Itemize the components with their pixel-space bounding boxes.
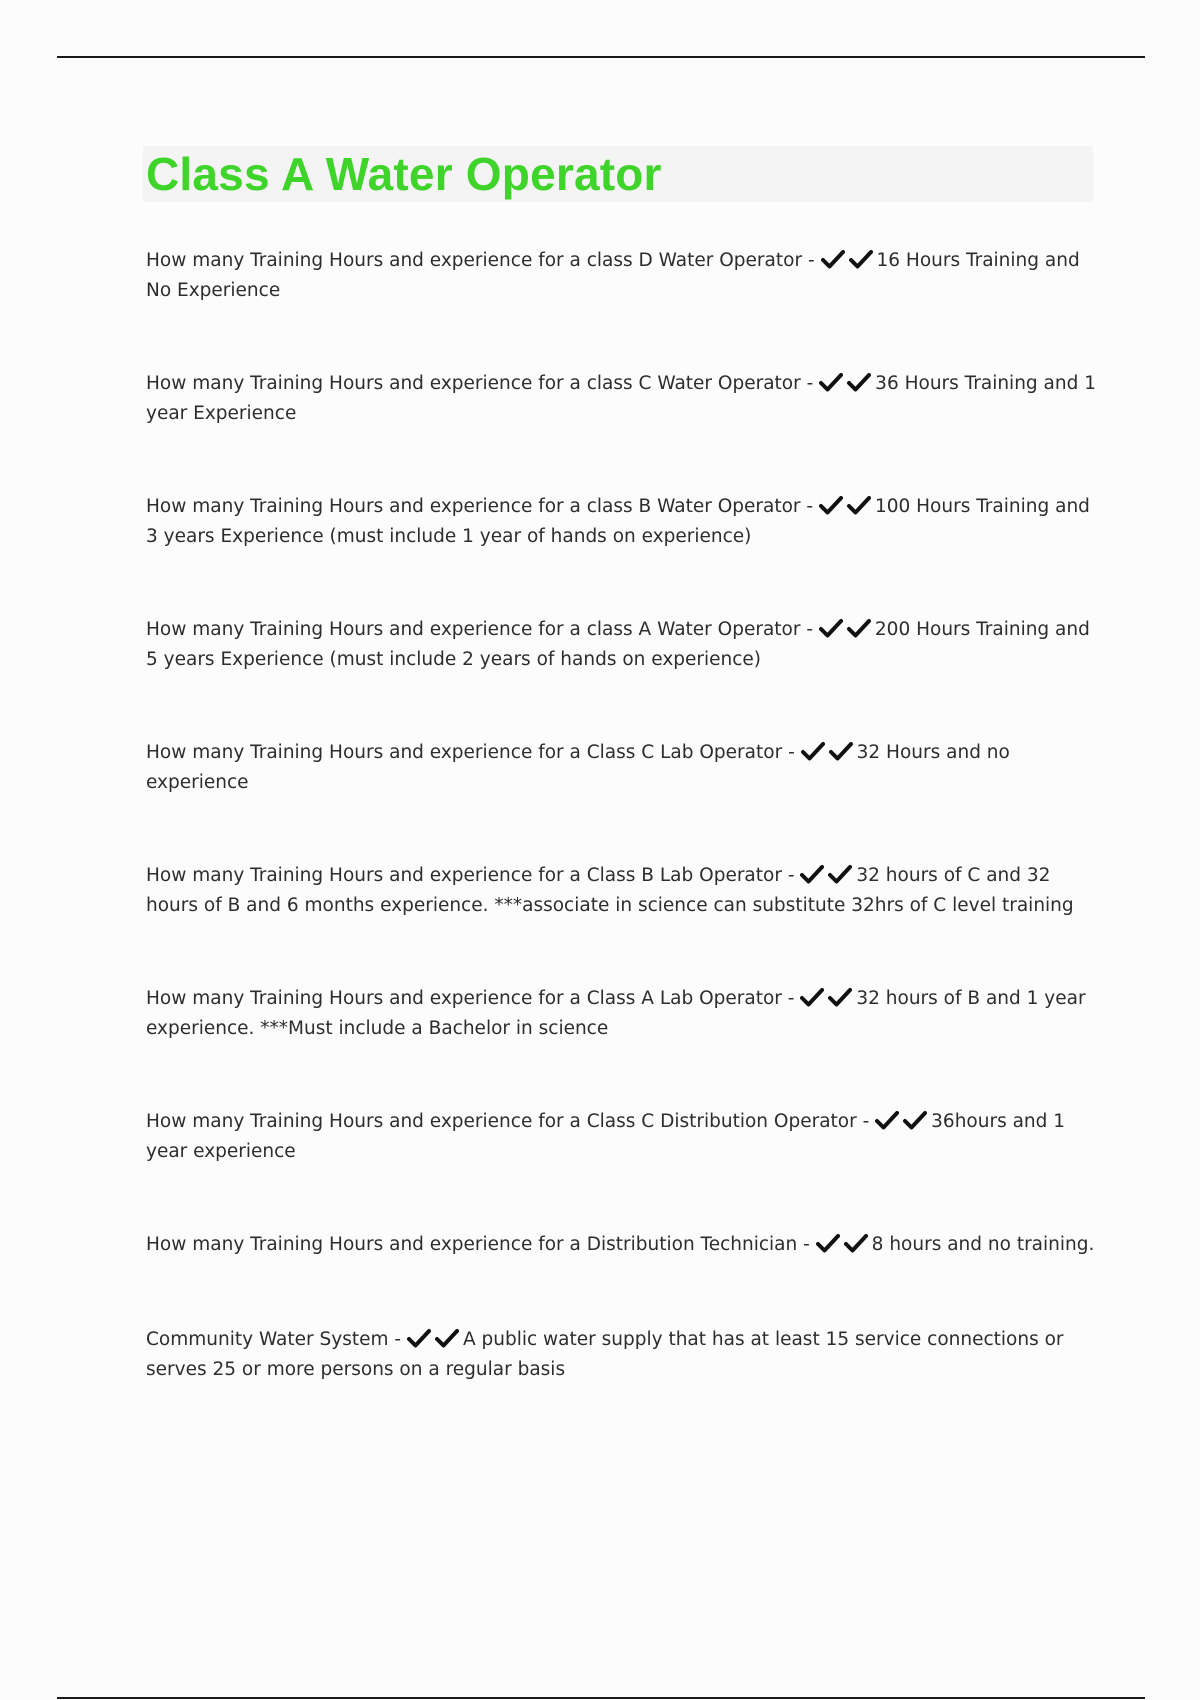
question-text: How many Training Hours and experience for a class C Water Operator xyxy=(146,373,801,394)
check-icon xyxy=(849,249,873,269)
check-icon xyxy=(435,1328,459,1348)
answer-text: 32 hours of C and 32 hours of B and 6 months experience. ***associate in science can substitute 32hrs of C level training xyxy=(146,865,1074,916)
qa-item xyxy=(146,369,1096,429)
check-icon xyxy=(847,618,871,638)
question-text: How many Training Hours and experience for a class A Water Operator xyxy=(146,619,801,640)
separator: - xyxy=(781,865,801,886)
question-text: How many Training Hours and experience for a Class C Lab Operator xyxy=(146,742,783,763)
check-icon xyxy=(828,987,852,1007)
check-icon xyxy=(819,618,843,638)
qa-item xyxy=(146,1230,1096,1260)
qa-item xyxy=(146,738,1096,798)
check-icon xyxy=(407,1328,431,1348)
check-icon xyxy=(847,372,871,392)
question-text: How many Training Hours and experience for a Class A Lab Operator xyxy=(146,988,782,1009)
question-text: How many Training Hours and experience for a class D Water Operator xyxy=(146,250,803,271)
separator: - xyxy=(797,1234,816,1255)
answer-text: 8 hours and no training. xyxy=(871,1234,1095,1255)
question-text: How many Training Hours and experience for a Class C Distribution Operator xyxy=(146,1111,857,1132)
check-icon xyxy=(821,249,845,269)
check-icon xyxy=(800,987,824,1007)
check-icon xyxy=(816,1233,840,1253)
qa-item xyxy=(146,246,1096,306)
separator: - xyxy=(781,988,801,1009)
qa-item xyxy=(146,492,1096,552)
bottom-rule xyxy=(57,1697,1145,1699)
separator: - xyxy=(782,742,801,763)
answer-text: 32 Hours and no experience xyxy=(146,742,1010,793)
answer-text: 200 Hours Training and 5 years Experience (must include 2 years of hands on experience) xyxy=(146,619,1090,670)
separator: - xyxy=(802,250,821,271)
answer-text: 32 hours of B and 1 year experience. ***Must include a Bachelor in science xyxy=(146,988,1086,1039)
separator: - xyxy=(856,1111,876,1132)
question-text: How many Training Hours and experience for a Class B Lab Operator xyxy=(146,865,782,886)
check-icon xyxy=(800,864,824,884)
separator: - xyxy=(800,373,820,394)
question-text: Community Water System xyxy=(146,1329,389,1350)
qa-item xyxy=(146,615,1096,675)
question-text: How many Training Hours and experience for a class B Water Operator xyxy=(146,496,801,517)
page-title: Class A Water Operator xyxy=(146,148,662,200)
answer-text: 16 Hours Training and No Experience xyxy=(146,250,1080,301)
answer-text: A public water supply that has at least 15 service connections or serves 25 or more persons on a regular basis xyxy=(146,1329,1064,1380)
answer-text: 36 Hours Training and 1 year Experience xyxy=(146,373,1097,424)
check-icon xyxy=(829,741,853,761)
check-icon xyxy=(903,1110,927,1130)
check-icon xyxy=(819,495,843,515)
check-icon xyxy=(828,864,852,884)
check-icon xyxy=(801,741,825,761)
answer-text: 36hours and 1 year experience xyxy=(146,1111,1066,1162)
qa-item xyxy=(146,984,1096,1044)
top-rule xyxy=(57,56,1145,58)
check-icon xyxy=(847,495,871,515)
separator: - xyxy=(800,619,819,640)
qa-item xyxy=(146,861,1096,921)
separator: - xyxy=(388,1329,407,1350)
check-icon xyxy=(844,1233,868,1253)
qa-item xyxy=(146,1325,1096,1385)
separator: - xyxy=(800,496,819,517)
check-icon xyxy=(819,372,843,392)
check-icon xyxy=(875,1110,899,1130)
question-text: How many Training Hours and experience for a Distribution Technician xyxy=(146,1234,798,1255)
qa-item xyxy=(146,1107,1096,1167)
answer-text: 100 Hours Training and 3 years Experience (must include 1 year of hands on experience) xyxy=(146,496,1090,547)
